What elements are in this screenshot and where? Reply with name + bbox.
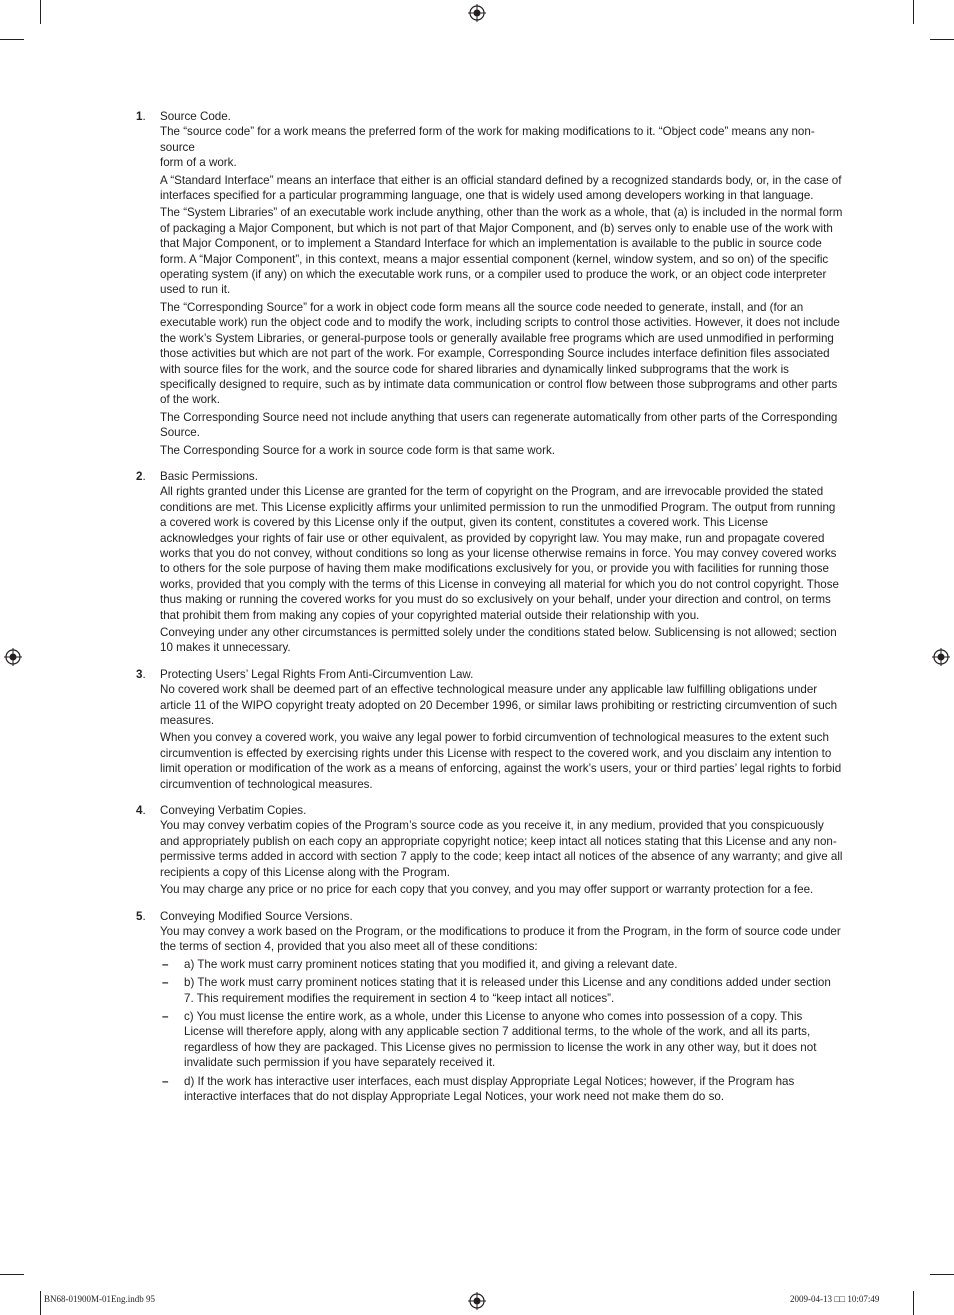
paragraph: form of a work. [160, 156, 237, 170]
list-item: – c) You must license the entire work, as a whole, under this License to anyone who comes into possession of a copy. This License will therefore apply, along with any applicable section 7 additional terms, to the whole of the work, and all its parts, regardless of how they are packaged. This License gives no permission to license the work in any other way, but it does not invalidate such permission if you have separately received it. [162, 1009, 817, 1070]
condition-list [160, 957, 843, 1105]
paragraph: The “source code” for a work means the preferred form of the work for making modifications to it. “Object code” means any non-source [160, 125, 815, 154]
paragraph: No covered work shall be deemed part of an effective technological measure under any applicable law fulfilling obligations under article 11 of the WIPO copyright treaty adopted on 20 December 1996, or similar laws prohibiting or restricting circumvention of such measures. [160, 683, 838, 728]
section-title: Protecting Users’ Legal Rights From Anti-Circumvention Law. [160, 667, 474, 681]
section-4 [136, 803, 843, 897]
list-item: – d) If the work has interactive user interfaces, each must display Appropriate Legal Notices; however, if the Program has interactive interfaces that do not display Appropriate Legal Notices, your work need not make them do so. [162, 1074, 795, 1103]
crop-mark [0, 1274, 24, 1275]
dash-bullet-icon: – [162, 976, 169, 990]
section-3 [136, 667, 843, 792]
list-item: – a) The work must carry prominent notices stating that you modified it, and giving a relevant date. [162, 957, 678, 971]
section-number: 3. [136, 667, 146, 681]
paragraph: When you convey a covered work, you waive any legal power to forbid circumvention of technological measures to the extent such circumvention is effected by exercising rights under this License with respect to the covered work, and you disclaim any intention to limit operation or modification of the work as a means of enforcing, against the work’s users, your or third parties’ legal rights to forbid circumvention of technological measures. [160, 731, 842, 791]
section-1 [136, 109, 843, 458]
section-number: 4. [136, 804, 146, 818]
paragraph: The Corresponding Source for a work in source code form is that same work. [160, 443, 556, 457]
paragraph: The “Corresponding Source” for a work in object code form means all the source code needed to generate, install, and (for an executable work) run the object code and to modify the work, including scripts to control those activities. However, it does not include the work’s System Libraries, or general-purpose tools or generally available free programs which are used unmodified in performing those activities but which are not part of the work. For example, Corresponding Source includes interface definition files associated with source files for the work, and the source code for shared libraries and dynamically linked subprograms that the work is specifically designed to require, such as by intimate data communication or control flow between those subprograms and other parts of the work. [160, 300, 840, 407]
dash-bullet-icon: – [162, 1009, 169, 1023]
section-number: 5. [136, 909, 146, 923]
crop-mark [930, 39, 954, 40]
crop-mark [40, 1291, 41, 1315]
registration-mark-icon [468, 1292, 486, 1310]
paragraph: The “System Libraries” of an executable work include anything, other than the work as a whole, that (a) is included in the normal form of packaging a Major Component, but which is not part of that Major Component, and (b) serves only to enable use of the work with that Major Component, or to implement a Standard Interface for which an implementation is available to the public in source code form. A “Major Component”, in this context, means a major essential component (kernel, window system, and so on) of the specific operating system (if any) on which the executable work runs, or a compiler used to produce the work, or an object code interpreter used to run it. [160, 206, 843, 297]
footer-timestamp: 2009-04-13 □□ 10:07:49 [790, 1294, 880, 1304]
section-2 [136, 469, 843, 656]
crop-mark [913, 0, 914, 24]
paragraph: You may convey verbatim copies of the Program’s source code as you receive it, in any medium, provided that you conspicuously and appropriately publish on each copy an appropriate copyright notice; keep intact all notices stating that this License and any non-permissive terms added in accord with section 7 apply to the code; keep intact all notices of the absence of any warranty; and give all recipients a copy of this License along with the Program. [160, 819, 843, 879]
section-title: Conveying Verbatim Copies. [160, 804, 307, 818]
paragraph: The Corresponding Source need not include anything that users can regenerate automatically from other parts of the Corresponding Source. [160, 410, 838, 440]
crop-mark [913, 1291, 914, 1315]
registration-mark-icon [4, 648, 22, 666]
section-5 [136, 909, 843, 1105]
paragraph: You may convey a work based on the Program, or the modifications to produce it from the Program, in the form of source code under the terms of section 4, provided that you also meet all of these conditions: [160, 924, 841, 954]
section-number: 2. [136, 469, 146, 483]
section-title: Basic Permissions. [160, 469, 258, 483]
crop-mark [0, 39, 24, 40]
crop-mark [930, 1274, 954, 1275]
dash-bullet-icon: – [162, 1074, 169, 1088]
crop-mark [40, 0, 41, 24]
section-title: Source Code. [160, 110, 231, 123]
license-text [136, 109, 843, 1115]
registration-mark-icon [932, 648, 950, 666]
section-number: 1. [136, 110, 146, 123]
dash-bullet-icon: – [162, 957, 169, 971]
paragraph: Conveying under any other circumstances is permitted solely under the conditions stated below. Sublicensing is not allowed; section 10 makes it unnecessary. [160, 626, 837, 655]
footer-file-info: BN68-01900M-01Eng.indb 95 [44, 1294, 155, 1304]
paragraph: You may charge any price or no price for each copy that you convey, and you may offer support or warranty protection for a fee. [160, 883, 814, 897]
paragraph: A “Standard Interface” means an interface that either is an official standard defined by a recognized standards body, or, in the case of interfaces specified for a particular programming language, one that is widely used among developers working in that language. [160, 173, 842, 203]
section-title: Conveying Modified Source Versions. [160, 909, 353, 923]
list-item: – b) The work must carry prominent notices stating that it is released under this License and any conditions added under section 7. This requirement modifies the requirement in section 4 to “keep intact all notices”. [162, 976, 831, 1005]
registration-mark-icon [468, 4, 486, 22]
paragraph: All rights granted under this License are granted for the term of copyright on the Program, and are irrevocable provided the stated conditions are met. This License explicitly affirms your unlimited permission to run the unmodified Program. The output from running a covered work is covered by this License only if the output, given its content, constitutes a covered work. This License acknowledges your rights of fair use or other equivalent, as provided by copyright law. You may make, run and propagate covered works that you do not convey, without conditions so long as your license otherwise remains in force. You may convey covered works to others for the sole purpose of having them make modifications exclusively for you, or provide you with facilities for running those works, provided that you comply with the terms of this License in conveying all material for which you do not control copyright. Those thus making or running the covered works for you must do so exclusively on your behalf, under your direction and control, on terms that prohibit them from making any copies of your copyrighted material outside their relationship with you. [160, 485, 839, 622]
